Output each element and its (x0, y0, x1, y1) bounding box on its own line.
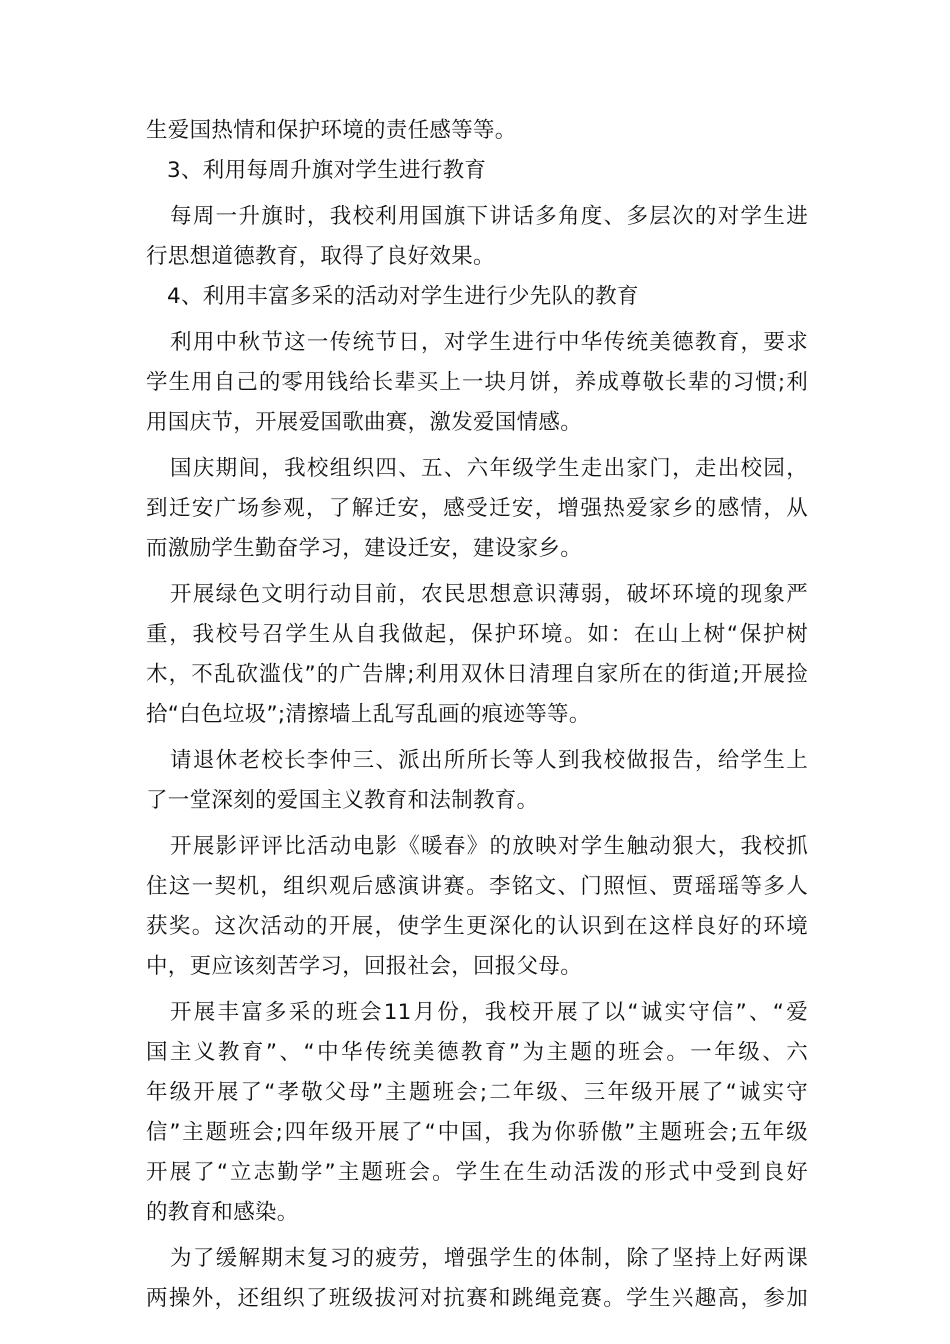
text-line: 信”主题班会;四年级开展了“中国，我为你骄傲”主题班会;五年级 (146, 1120, 808, 1145)
text-line: 拾“白色垃圾”;清擦墙上乱写乱画的痕迹等等。 (146, 702, 591, 727)
text-line: 利用中秋节这一传统节日，对学生进行中华传统美德教育，要求 (170, 330, 808, 355)
text-line: 行思想道德教育，取得了良好效果。 (146, 244, 495, 269)
text-line: 国主义教育”、“中华传统美德教育”为主题的班会。一年级、六 (146, 1040, 808, 1065)
text-line: 到迁安广场参观，了解迁安，感受迁安，增强热爱家乡的感情，从 (146, 496, 808, 521)
text-line: 生爱国热情和保护环境的责任感等等。 (146, 118, 517, 143)
paragraph (146, 993, 814, 1233)
text-line: 请退休老校长李仲三、派出所所长等人到我校做报告，给学生上 (170, 748, 808, 773)
text-line: 开展绿色文明行动目前，农民思想意识薄弱，破坏环境的现象严 (170, 582, 808, 607)
text-line: 开展丰富多采的班会11月份，我校开展了以“诚实守信”、“爱 (170, 1000, 808, 1025)
paragraph (146, 111, 814, 151)
text-line: 住这一契机，组织观后感演讲赛。李铭文、门照恒、贾瑶瑶等多人 (146, 874, 808, 899)
text-line: 而激励学生勤奋学习，建设迁安，建设家乡。 (146, 536, 583, 561)
paragraph (146, 827, 814, 987)
text-line: 重，我校号召学生从自我做起，保护环境。如：在山上树“保护树 (146, 622, 808, 647)
paragraph (146, 449, 814, 569)
text-line: 开展了“立志勤学”主题班会。学生在生动活泼的形式中受到良好 (146, 1160, 808, 1185)
text-line: 为了缓解期末复习的疲劳，增强学生的体制，除了坚持上好两课 (170, 1246, 808, 1271)
text-line: 中，更应该刻苦学习，回报社会，回报父母。 (146, 954, 583, 979)
text-line: 4、利用丰富多采的活动对学生进行少先队的教育 (167, 284, 639, 309)
text-line: 3、利用每周升旗对学生进行教育 (167, 158, 487, 183)
text-line: 木，不乱砍滥伐”的广告牌;利用双休日清理自家所在的街道;开展捡 (146, 662, 808, 687)
paragraph (146, 575, 814, 735)
text-line: 学生用自己的零用钱给长辈买上一块月饼，养成尊敬长辈的习惯;利 (146, 370, 808, 395)
paragraph (146, 1239, 814, 1319)
paragraph (146, 741, 814, 821)
text-line: 的教育和感染。 (146, 1200, 299, 1225)
text-line: 了一堂深刻的爱国主义教育和法制教育。 (146, 788, 539, 813)
document-body (146, 111, 814, 1319)
text-line: 获奖。这次活动的开展，使学生更深化的认识到在这样良好的环境 (146, 914, 808, 939)
text-line: 两操外，还组织了班级拔河对抗赛和跳绳竞赛。学生兴趣高，参加 (146, 1286, 808, 1311)
section-heading (146, 151, 814, 191)
text-line: 开展影评评比活动电影《暖春》的放映对学生触动狠大，我校抓 (170, 834, 808, 859)
section-heading (146, 277, 814, 317)
paragraph (146, 197, 814, 277)
paragraph (146, 323, 814, 443)
text-line: 国庆期间，我校组织四、五、六年级学生走出家门，走出校园， (170, 456, 808, 481)
text-line: 年级开展了“孝敬父母”主题班会;二年级、三年级开展了“诚实守 (146, 1080, 808, 1105)
text-line: 用国庆节，开展爱国歌曲赛，激发爱国情感。 (146, 410, 583, 435)
text-line: 每周一升旗时，我校利用国旗下讲话多角度、多层次的对学生进 (170, 204, 808, 229)
